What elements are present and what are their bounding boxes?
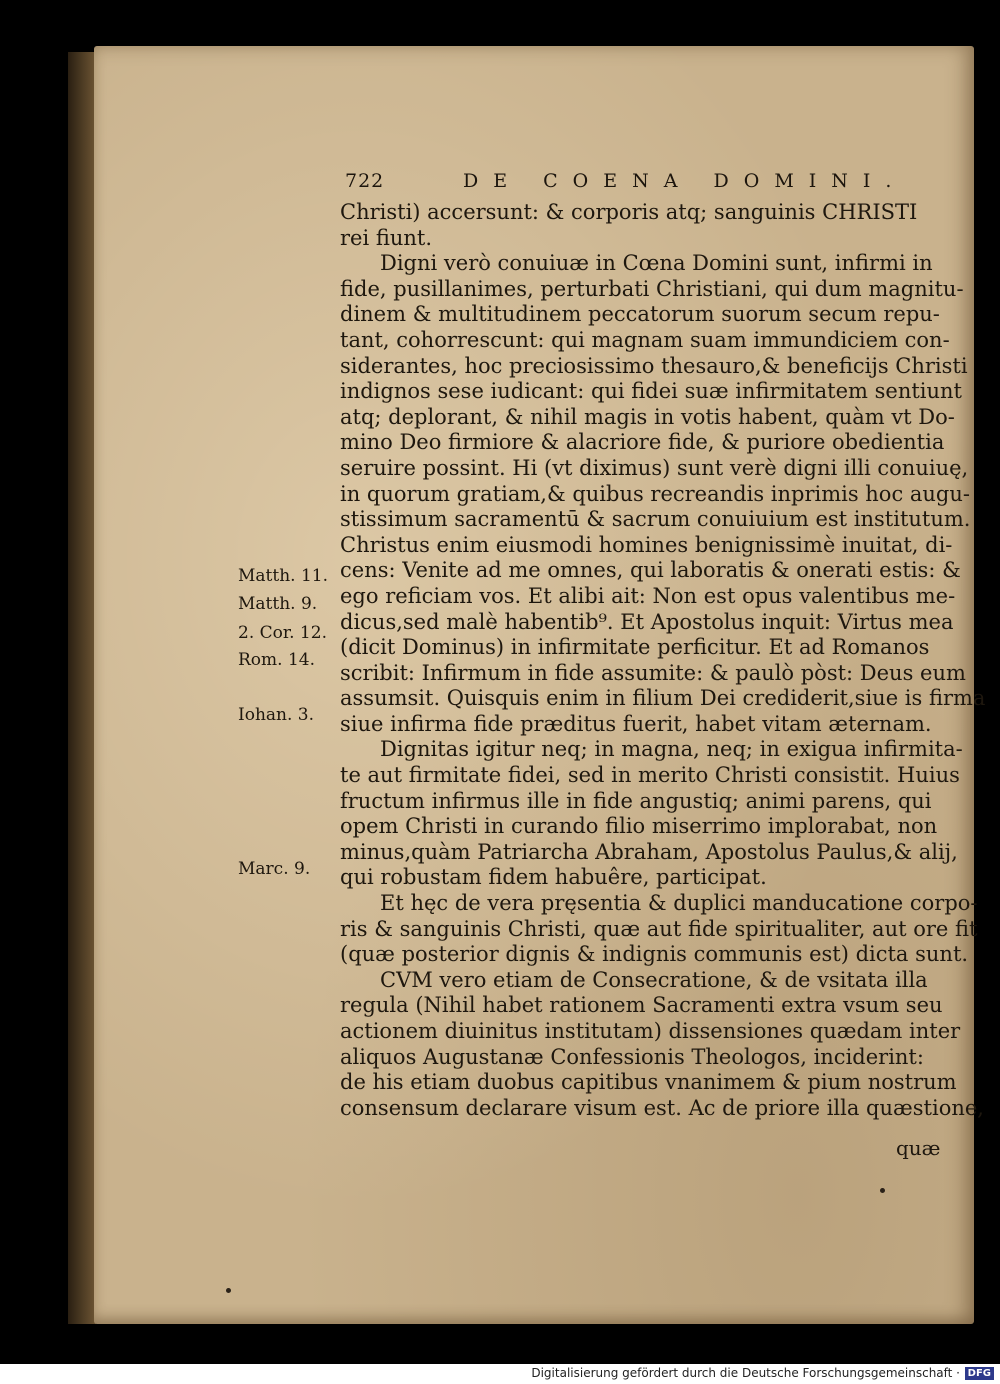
running-header — [345, 170, 945, 196]
margin-reference: 2. Cor. 12. — [238, 623, 327, 643]
text-line: de his etiam duobus capitibus vnanimem & pium nostrum — [340, 1070, 957, 1095]
text-line: consensum declarare visum est. Ac de priore illa quæstione, — [340, 1095, 984, 1120]
text-line: ris & sanguinis Christi, quæ aut fide spiritualiter, aut ore fit — [340, 916, 978, 941]
text-line: actionem diuinitus institutam) dissensiones quædam inter — [340, 1019, 961, 1043]
book-gutter-shadow — [68, 52, 96, 1324]
text-line: aliquos Augustanæ Confessionis Theologos, inciderint: — [340, 1044, 924, 1069]
text-line: dicus,sed malè habentib⁹. Et Apostolus inquit: Virtus mea — [340, 609, 954, 634]
text-line: in quorum gratiam,& quibus recreandis inprimis hoc augu- — [340, 481, 970, 506]
text-line: siue infirma fide præditus fuerit, habet vitam æternam. — [340, 711, 932, 736]
text-line: atq; deplorant, & nihil magis in votis habent, quàm vt Do- — [340, 404, 955, 429]
text-line: seruire possint. Hi (vt diximus) sunt verè digni illi conuiuę, — [340, 455, 969, 480]
text-line: qui robustam fidem habuêre, participat. — [340, 865, 767, 890]
text-line: Et hęc de vera pręsentia & duplici manducatione corpo- — [380, 891, 978, 916]
text-line: (quæ posterior dignis & indignis communis est) dicta sunt. — [340, 942, 969, 967]
margin-reference: Matth. 9. — [238, 594, 318, 614]
text-line: te aut firmitate fidei, sed in merito Christi consistit. Huius — [340, 763, 960, 788]
text-line: indignos sese iudicant: qui fidei suæ infirmitatem sentiunt — [340, 379, 962, 404]
digitization-footer — [0, 1364, 1000, 1384]
text-line: siderantes, hoc preciosissimo thesauro,& beneficijs Christi — [340, 353, 968, 378]
funding-credit: Digitalisierung gefördert durch die Deutsche Forschungsgemeinschaft · — [531, 1366, 960, 1380]
text-line: fide, pusillanimes, perturbati Christiani, qui dum magnitu- — [340, 276, 964, 301]
text-line: Digni verò conuiuæ in Cœna Domini sunt, infirmi in — [380, 251, 933, 276]
margin-reference: Matth. 11. — [238, 566, 328, 586]
text-line: opem Christi in curando filio miserrimo implorabat, non — [340, 814, 938, 839]
text-line: ego reficiam vos. Et alibi ait: Non est opus valentibus me- — [340, 583, 956, 608]
text-line: fructum infirmus ille in fide angustiq; animi parens, qui — [340, 788, 932, 813]
text-line: rei fiunt. — [340, 225, 433, 250]
text-line: Christus enim eiusmodi homines benignissimè inuitat, di- — [340, 532, 953, 557]
margin-reference: Marc. 9. — [238, 859, 311, 879]
dfg-logo: DFG — [965, 1367, 994, 1380]
text-line: dinem & multitudinem peccatorum suorum secum repu- — [340, 302, 940, 327]
text-line: Dignitas igitur neq; in magna, neq; in exigua infirmita- — [380, 737, 963, 762]
running-title: DE COENA DOMINI. — [463, 170, 907, 192]
text-line: regula (Nihil habet rationem Sacramenti extra vsum seu — [340, 993, 943, 1018]
main-text — [340, 200, 986, 1121]
text-line: mino Deo firmiore & alacriore fide, & puriore obedientia — [340, 430, 945, 455]
ink-speck — [880, 1188, 885, 1193]
text-line: cens: Venite ad me omnes, qui laboratis & onerati estis: & — [340, 558, 961, 583]
text-line: Christi) accersunt: & corporis atq; sanguinis CHRISTI — [340, 200, 918, 224]
page-number: 722 — [345, 170, 385, 192]
text-line: scribit: Infirmum in fide assumite: & paulò pòst: Deus eum — [340, 660, 966, 685]
text-line: (dicit Dominus) in infirmitate perficitur. Et ad Romanos — [340, 635, 930, 660]
ink-speck — [226, 1288, 231, 1293]
catchword: quæ — [896, 1136, 941, 1160]
text-line: CVM vero etiam de Consecratione, & de vsitata illa — [380, 967, 928, 992]
text-line: stissimum sacramentū & sacrum conuiuium est institutum. — [340, 507, 971, 532]
text-line: assumsit. Quisquis enim in filium Dei crediderit,siue is firma — [340, 686, 986, 711]
margin-reference: Rom. 14. — [238, 650, 315, 670]
text-line: minus,quàm Patriarcha Abraham, Apostolus Paulus,& alij, — [340, 839, 958, 864]
margin-reference: Iohan. 3. — [238, 705, 315, 725]
text-line: tant, cohorrescunt: qui magnam suam immundiciem con- — [340, 327, 950, 352]
